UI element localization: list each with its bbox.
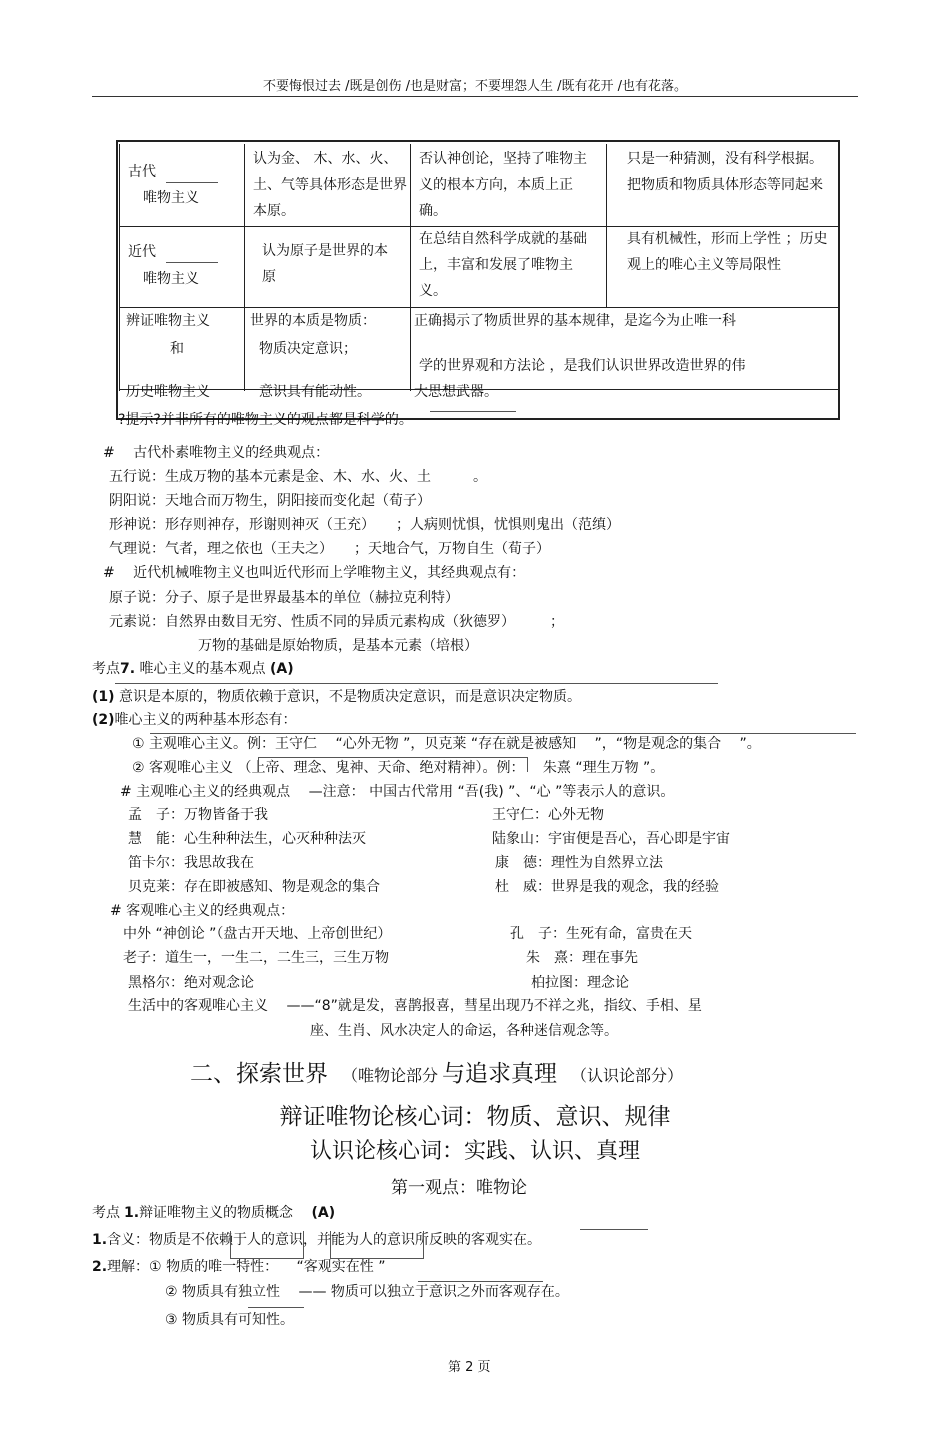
row2-type: 近代 [128,244,156,260]
subjective-right: 王守仁：心外无物 [492,807,604,823]
sub2-c: ）。例： 朱熹 “理生万物 ”。 [475,760,665,776]
point1-understanding-2: ② 物质具有独立性 —— 物质可以独立于意识之外而客观存在。 [165,1284,569,1300]
sub2-a: ② 客观唯心主义 （ [132,760,252,776]
page-number: 第 2 页 [448,1360,491,1375]
row3-content-b: 物质决定意识； [259,341,357,357]
blank-line [580,1229,648,1230]
section-title-d: （认识论部分） [571,1066,684,1085]
row3-merit-a: 正确揭示了物质世界的基本规律，是迄今为止唯一科 [414,313,736,329]
section-title-b: （唯物论部分 [342,1066,439,1085]
item2-text: 唯心主义的两种基本形态有： [114,712,297,728]
row1-content: 认为金、 木、水、火、土、气等具体形态是世界本原。 [253,151,407,219]
objective-life-b: 座、生肖、风水决定人的命运，各种迷信观念等。 [310,1023,618,1039]
und-num: 2. [92,1259,108,1275]
ancient-heading: # 古代朴素唯物主义的经典观点： [103,445,330,461]
row3-content-a: 世界的本质是物质： [250,313,376,329]
modern-line: 元素说：自然界由数目无穷、性质不同的异质元素构成（狄德罗） ； [109,614,564,630]
objective-right: 孔 子：生死有命，富贵在天 [510,926,692,942]
answer-box [258,757,528,772]
sub2-b: 上帝、理念、鬼神、天命、绝对精神 [251,760,476,776]
row3-merit-c: 大思想武器。 [414,384,498,400]
point1-understanding [92,1259,385,1276]
objective-life-a: 生活中的客观唯心主义 ——“8”就是发，喜鹊报喜，彗星出现乃不祥之兆，指纹、手相、星 [128,998,702,1014]
blank-line [248,1307,304,1308]
subjective-right: 杜 威：世界是我的观念，我的经验 [495,879,719,895]
core-words-1: 辩证唯物论核心词：物质、意识、规律 [279,1104,671,1130]
subjective-left: 笛卡尔：我思故我在 [128,855,254,871]
blank-line [166,262,218,263]
point7-sub1: ① 主观唯心主义。例：王守仁 “心外无物 ”，贝克莱 “存在就是被感知 ”，“物是观念的集合 ”。 [132,736,761,752]
objective-right: 朱 熹：理在事先 [526,950,638,966]
row2-content: 认为原子是世界的本原 [262,243,388,285]
blank-line [430,411,516,412]
row3-col1-c: 历史唯物主义 [126,384,210,400]
objective-left: 中外 “神创论 ”（盘古开天地、上帝创世纪） [123,926,392,942]
header-rule [92,96,858,97]
point1-definition [92,1232,541,1249]
objective-heading: # 客观唯心主义的经典观点： [110,903,295,919]
answer-box [330,1231,424,1259]
point7-prefix: 考点 [92,661,120,677]
point7-text: 唯心主义的基本观点 [135,661,270,677]
item2-num: (2) [92,712,115,728]
item1-text: 意识是本原的，物质依赖于意识，不是物质决定意识，而是意识决定物质。 [114,689,581,705]
row2-name: 唯物主义 [143,271,199,287]
answer-box [230,1231,304,1259]
objective-left: 老子：道生一，一生二，二生三，三生万物 [123,950,389,966]
view-heading: 第一观点：唯物论 [391,1178,527,1198]
row2-merit: 在总结自然科学成就的基础上，丰富和发展了唯物主义。 [419,231,587,299]
subjective-left: 孟 子：万物皆备于我 [128,807,268,823]
page-header: 不要悔恨过去 /既是创伤 /也是财富；不要埋怨人生 /既有花开 /也有花落。 [262,79,688,94]
point1-level: (A) [311,1205,336,1221]
item1-num: (1) [92,689,115,705]
ancient-line: 形神说：形存则神存，形谢则神灭（王充） ；人病则忧惧，忧惧则鬼出（范缜） [109,517,620,533]
section-title-c: 与追求真理 [442,1061,558,1087]
table-note: ?提示?并非所有的唯物主义的观点都是科学的。 [118,412,413,428]
def-text: 含义：物质是不依赖于人的意识，并能为人的意识所反映的客观实在。 [107,1232,542,1248]
ancient-line: 五行说：生成万物的基本元素是金、木、水、火、土 。 [109,469,487,485]
blank-line [150,733,856,734]
table-row-divider [119,307,839,308]
def-num: 1. [92,1232,108,1248]
modern-line: 原子说：分子、原子是世界最基本的单位（赫拉克利特） [109,590,459,606]
und-text: 理解：① 物质的唯一特性： “客观实在性 ” [107,1259,386,1275]
ancient-line: 气理说：气者，理之依也（王夫之） ；天地合气，万物自生（荀子） [109,541,550,557]
section-title-a: 二、探索世界 [190,1061,328,1087]
subjective-heading: # 主观唯心主义的经典观点 —注意： 中国古代常用 “吾(我) ”、“心 ”等表示人的意识。 [120,784,675,800]
blank-line [166,182,218,183]
point1-prefix: 考点 [92,1205,120,1221]
objective-right: 柏拉图：理念论 [531,975,629,991]
table-divider [119,144,120,391]
table-divider [244,144,245,391]
core-words-2: 认识论核心词：实践、认识、真理 [309,1139,640,1164]
row3-content-c: 意识具有能动性。 [259,384,371,400]
blank-line [115,683,718,684]
row2-limit: 具有机械性，形而上学性 ；历史观上的唯心主义等局限性 [627,231,828,273]
point1-num: 1. [124,1205,140,1221]
blank-line [418,1281,543,1282]
modern-heading: # 近代机械唯物主义也叫近代形而上学唯物主义，其经典观点有： [103,565,526,581]
point7-level: (A) [269,661,294,677]
point7-num: 7. [120,661,136,677]
point7-item2 [92,712,297,729]
point1-text: 辩证唯物主义的物质概念 [139,1205,298,1221]
section-title [190,1061,683,1089]
row3-merit-b: 学的世界观和方法论 ，是我们认识世界改造世界的伟 [419,358,746,374]
point1-title [92,1205,335,1222]
point1-understanding-3: ③ 物质具有可知性。 [165,1312,295,1328]
modern-line: 万物的基础是原始物质，是基本元素（培根） [198,638,478,654]
row1-name: 唯物主义 [143,190,199,206]
objective-left: 黑格尔：绝对观念论 [128,975,254,991]
point7-title [92,661,294,678]
ancient-line: 阴阳说：天地合而万物生，阴阳接而变化起（荀子） [109,493,431,509]
subjective-right: 陆象山：宇宙便是吾心，吾心即是宇宙 [492,831,730,847]
subjective-left: 贝克莱：存在即被感知、物是观念的集合 [128,879,380,895]
point7-item1 [92,689,581,706]
row3-col1-b: 和 [170,341,184,357]
row1-type: 古代 [128,164,156,180]
subjective-right: 康 德：理性为自然界立法 [495,855,663,871]
row1-limit: 只是一种猜测，没有科学根据。把物质和物质具体形态等同起来 [627,151,823,193]
subjective-left: 慧 能：心生种种法生，心灭种种法灭 [128,831,366,847]
row3-col1-a: 辨证唯物主义 [126,313,210,329]
row1-merit: 否认神创论，坚持了唯物主义的根本方向，本质上正确。 [419,151,587,219]
